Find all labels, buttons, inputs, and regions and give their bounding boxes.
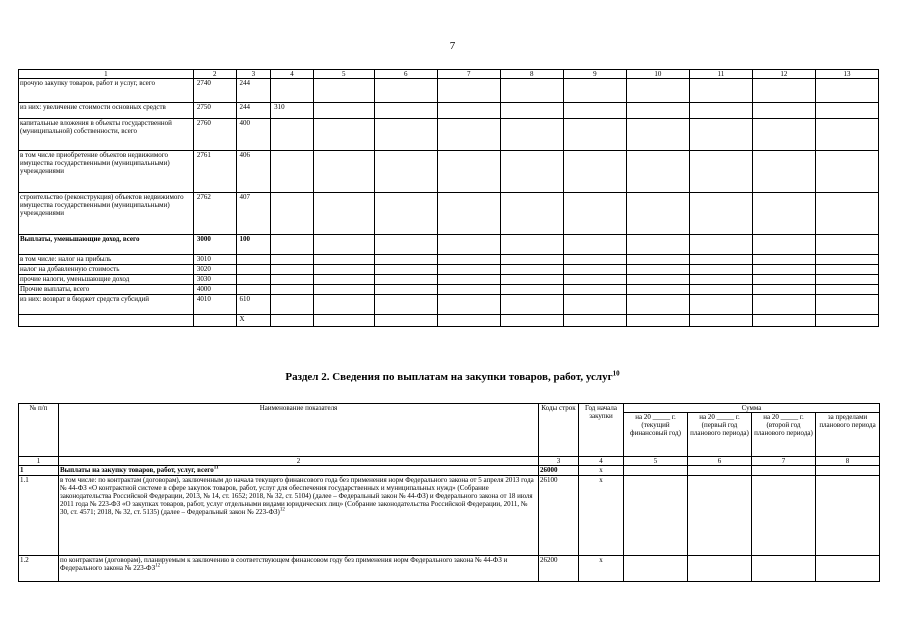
row-value (626, 119, 689, 151)
row-value (689, 235, 752, 255)
row-value (752, 255, 815, 265)
row-value (500, 295, 563, 315)
row-code (193, 315, 236, 327)
row-kosgu-code (271, 265, 314, 275)
row-value (752, 466, 816, 476)
row-value (437, 315, 500, 327)
row-value (313, 235, 374, 255)
row-kosgu-code (271, 315, 314, 327)
column-number: 8 (500, 70, 563, 79)
row-value (437, 285, 500, 295)
row-value (816, 556, 880, 582)
row-value (437, 265, 500, 275)
row-kbk-code: 406 (236, 151, 271, 193)
row-value (500, 315, 563, 327)
header-sum-col: на 20 _____ г. (первый год планового периода) (688, 413, 752, 457)
column-number: 2 (59, 457, 539, 466)
row-value (689, 315, 752, 327)
table-row (19, 119, 879, 151)
row-value (816, 476, 880, 556)
column-number: 6 (374, 70, 437, 79)
row-value (563, 295, 626, 315)
column-number: 2 (193, 70, 236, 79)
row-name: Выплаты, уменьшающие доход, всего (19, 235, 194, 255)
header-name: Наименование показателя (59, 404, 539, 457)
section-2-title: Раздел 2. Сведения по выплатам на закупки товаров, работ, услуг$^{10}$ (285, 369, 620, 383)
row-value (815, 79, 878, 103)
table-row (19, 315, 879, 327)
row-value (374, 255, 437, 265)
row-value (626, 79, 689, 103)
column-number: 6 (688, 457, 752, 466)
row-code: 26100 (539, 476, 579, 556)
row-value (563, 235, 626, 255)
row-code: 3000 (193, 235, 236, 255)
row-code: 26200 (539, 556, 579, 582)
row-value (689, 193, 752, 235)
table-row (19, 295, 879, 315)
row-value (688, 476, 752, 556)
row-value (626, 315, 689, 327)
row-value (626, 255, 689, 265)
row-number: 1.2 (19, 556, 59, 582)
table-row (19, 79, 879, 103)
row-value (437, 295, 500, 315)
column-number: 3 (539, 457, 579, 466)
row-value (500, 103, 563, 119)
header-year: Год начала закупки (579, 404, 624, 457)
row-value (500, 119, 563, 151)
row-value (689, 151, 752, 193)
row-value (313, 151, 374, 193)
table-row (19, 265, 879, 275)
row-kosgu-code (271, 285, 314, 295)
row-value (689, 79, 752, 103)
table-row (19, 556, 880, 582)
row-year: х (579, 556, 624, 582)
row-value (752, 295, 815, 315)
row-value (563, 275, 626, 285)
row-kbk-code: 244 (236, 79, 271, 103)
row-value (626, 235, 689, 255)
row-kosgu-code (271, 255, 314, 265)
row-kosgu-code (271, 275, 314, 285)
table-header-row (19, 70, 879, 79)
column-numbers-row (19, 457, 880, 466)
row-value (815, 119, 878, 151)
row-year: х (579, 476, 624, 556)
expenses-table (18, 69, 879, 327)
row-value (752, 235, 815, 255)
header-sum-col: на 20 _____ г. (второй год планового периода) (752, 413, 816, 457)
row-value (624, 476, 688, 556)
column-number: 12 (752, 70, 815, 79)
row-name: налог на добавленную стоимость (19, 265, 194, 275)
row-value (437, 193, 500, 235)
header-codes: Коды строк (539, 404, 579, 457)
row-value (437, 151, 500, 193)
row-value (500, 265, 563, 275)
row-kbk-code: 244 (236, 103, 271, 119)
row-value (815, 265, 878, 275)
page-number: 7 (449, 40, 456, 52)
row-value (563, 103, 626, 119)
row-value (374, 119, 437, 151)
row-value (689, 285, 752, 295)
row-value (626, 265, 689, 275)
row-value (815, 285, 878, 295)
row-value (688, 556, 752, 582)
table-row (19, 151, 879, 193)
row-value (374, 151, 437, 193)
row-value (626, 193, 689, 235)
row-kosgu-code (271, 151, 314, 193)
row-value (563, 119, 626, 151)
row-kbk-code (236, 275, 271, 285)
row-kbk-code: 400 (236, 119, 271, 151)
row-value (752, 265, 815, 275)
row-kosgu-code: 310 (271, 103, 314, 119)
purchases-table (18, 403, 880, 582)
row-value (374, 193, 437, 235)
row-number: 1 (19, 466, 59, 476)
column-number: 4 (271, 70, 314, 79)
row-value (500, 285, 563, 295)
column-number: 5 (624, 457, 688, 466)
row-kosgu-code (271, 119, 314, 151)
table-row (19, 466, 880, 476)
row-value (500, 151, 563, 193)
row-name: капитальные вложения в объекты государственной (муниципальной) собственности, всего (19, 119, 194, 151)
row-value (815, 275, 878, 285)
row-value (626, 275, 689, 285)
row-value (563, 193, 626, 235)
row-code: 26000 (539, 466, 579, 476)
row-value (816, 466, 880, 476)
row-code: 4010 (193, 295, 236, 315)
row-kosgu-code (271, 193, 314, 235)
row-name: прочую закупку товаров, работ и услуг, всего (19, 79, 194, 103)
row-name: из них: возврат в бюджет средств субсидий (19, 295, 194, 315)
row-value (752, 151, 815, 193)
row-value (313, 265, 374, 275)
row-value (437, 255, 500, 265)
row-kosgu-code (271, 295, 314, 315)
row-code: 2760 (193, 119, 236, 151)
row-value (500, 193, 563, 235)
row-value (752, 476, 816, 556)
row-code: 2750 (193, 103, 236, 119)
row-value (563, 151, 626, 193)
row-code: 3030 (193, 275, 236, 285)
row-value (626, 151, 689, 193)
row-value (752, 315, 815, 327)
row-value (313, 295, 374, 315)
row-value (374, 79, 437, 103)
row-value (689, 295, 752, 315)
row-value (500, 235, 563, 255)
row-code: 2761 (193, 151, 236, 193)
column-number: 10 (626, 70, 689, 79)
footnote-ref: 12 (155, 563, 161, 569)
row-value (313, 119, 374, 151)
header-sum: Сумма (624, 404, 880, 413)
row-value (626, 295, 689, 315)
row-value (688, 466, 752, 476)
row-value (689, 275, 752, 285)
row-value (752, 275, 815, 285)
row-name: Прочие выплаты, всего (19, 285, 194, 295)
row-value (437, 275, 500, 285)
row-name (19, 315, 194, 327)
table-row (19, 235, 879, 255)
row-value (689, 265, 752, 275)
column-number: 11 (689, 70, 752, 79)
row-value (563, 255, 626, 265)
row-value (313, 255, 374, 265)
row-code: 3010 (193, 255, 236, 265)
row-value (752, 556, 816, 582)
row-kbk-code (236, 285, 271, 295)
row-value (437, 235, 500, 255)
row-value (313, 285, 374, 295)
row-value (626, 103, 689, 119)
row-name: в том числе: налог на прибыль (19, 255, 194, 265)
row-value (374, 315, 437, 327)
row-name: в том числе приобретение объектов недвижимого имущества государственными (муниципальными) учреждениями (19, 151, 194, 193)
row-kbk-code: Х (236, 315, 271, 327)
row-number: 1.1 (19, 476, 59, 556)
row-value (313, 315, 374, 327)
row-value (815, 315, 878, 327)
row-kbk-code: 100 (236, 235, 271, 255)
column-number: 7 (752, 457, 816, 466)
row-value (563, 315, 626, 327)
row-value (752, 79, 815, 103)
footnote-ref: 11 (213, 465, 219, 471)
row-value (437, 79, 500, 103)
row-value (815, 235, 878, 255)
row-value (815, 295, 878, 315)
row-value (374, 265, 437, 275)
row-name: в том числе: по контрактам (договорам), заключенным до начала текущего финансового года без применения норм Федерального закона от 5 апреля 2013 года № 44-ФЗ «О контрактной системе в сфере закупок товаров, работ, услуг для обеспечения государственных и муниципальных нужд» (Собрание законодательства Российской Федерации, 2013, № 14, ст. 1652; 2018, № 32, ст. 5104) (далее – Федеральный закон № 44-ФЗ) и Федерального закона от 18 июля 2011 года № 223-ФЗ «О закупках товаров, работ, услуг отдельными видами юридических лиц» (Собрание законодательства Российской Федерации, 2011, № 30, ст. 4571; 2018, № 32, ст. 5135) (далее – Федеральный закон № 223-ФЗ)$^{12}$ (59, 476, 539, 556)
header-num: № п/п (19, 404, 59, 457)
row-value (313, 193, 374, 235)
row-value (815, 193, 878, 235)
row-kbk-code: 610 (236, 295, 271, 315)
row-value (437, 103, 500, 119)
row-kosgu-code (271, 79, 314, 103)
row-value (752, 193, 815, 235)
column-number: 13 (815, 70, 878, 79)
row-value (374, 103, 437, 119)
table-row (19, 476, 880, 556)
row-value (563, 285, 626, 295)
row-code: 4000 (193, 285, 236, 295)
column-number: 1 (19, 457, 59, 466)
row-value (689, 119, 752, 151)
row-value (563, 79, 626, 103)
table-row (19, 103, 879, 119)
row-code: 2740 (193, 79, 236, 103)
row-value (624, 466, 688, 476)
row-name: Выплаты на закупку товаров, работ, услуг, всего$^{11}$ (59, 466, 539, 476)
row-value (437, 119, 500, 151)
row-value (624, 556, 688, 582)
column-number: 5 (313, 70, 374, 79)
column-number: 3 (236, 70, 271, 79)
table-row (19, 285, 879, 295)
row-name: строительство (реконструкция) объектов недвижимого имущества государственными (муниципальными) учреждениями (19, 193, 194, 235)
column-number: 7 (437, 70, 500, 79)
column-number: 8 (816, 457, 880, 466)
row-value (374, 285, 437, 295)
row-kbk-code (236, 255, 271, 265)
row-value (500, 79, 563, 103)
row-value (626, 285, 689, 295)
row-value (815, 255, 878, 265)
row-value (815, 151, 878, 193)
row-value (374, 235, 437, 255)
footnote-ref: 12 (279, 507, 285, 513)
header-sum-col: на 20 _____ г. (текущий финансовый год) (624, 413, 688, 457)
row-kosgu-code (271, 235, 314, 255)
row-value (500, 275, 563, 285)
row-value (689, 103, 752, 119)
row-name: по контрактам (договорам), планируемым к заключению в соответствующем финансовом году без применения норм Федерального закона № 44-ФЗ и Федерального закона № 223-ФЗ$^{12}$ (59, 556, 539, 582)
row-value (815, 103, 878, 119)
row-value (374, 275, 437, 285)
table-row (19, 255, 879, 265)
row-value (313, 275, 374, 285)
row-value (689, 255, 752, 265)
row-name: прочие налоги, уменьшающие доход (19, 275, 194, 285)
row-year: х (579, 466, 624, 476)
row-name: из них: увеличение стоимости основных средств (19, 103, 194, 119)
column-number: 1 (19, 70, 194, 79)
row-value (563, 265, 626, 275)
row-kbk-code: 407 (236, 193, 271, 235)
row-value (313, 79, 374, 103)
header-sum-col: за пределами планового периода (816, 413, 880, 457)
column-number: 4 (579, 457, 624, 466)
row-kbk-code (236, 265, 271, 275)
row-value (752, 119, 815, 151)
row-value (313, 103, 374, 119)
table-row (19, 193, 879, 235)
row-code: 3020 (193, 265, 236, 275)
row-value (500, 255, 563, 265)
row-value (752, 285, 815, 295)
table-row (19, 275, 879, 285)
column-number: 9 (563, 70, 626, 79)
row-code: 2762 (193, 193, 236, 235)
row-value (374, 295, 437, 315)
row-value (752, 103, 815, 119)
